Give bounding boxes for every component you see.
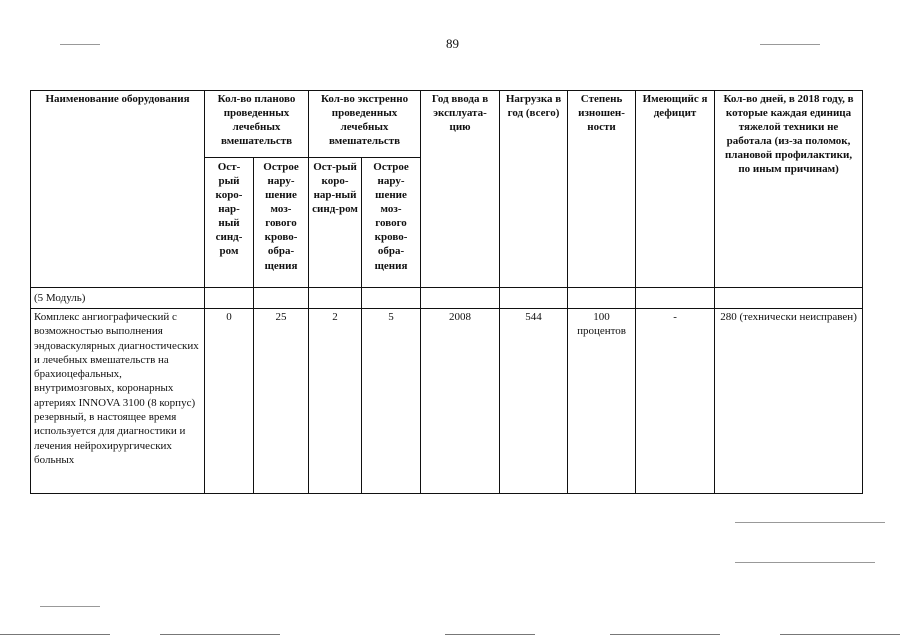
scan-artifact [760,44,820,45]
subheader-emergency-acs: Ост-рый коро-нар-ный синд-ром [309,158,362,288]
subheader-emergency-stroke: Острое нару-шение моз-гового крово-обра-щения [362,158,421,288]
equipment-description: Комплекс ангиографический с возможностью выполнения эндоваскулярных диагностических и лечебных вмешательств на брахиоцефальных, внутримозговых, коронарных артериях INNOVA 3100 (8 корпус) резервный, в настоящее время используется для диагностики и лечения нейрохирургических больных [31,309,205,494]
header-wear-degree: Степень изношен-ности [568,91,636,288]
module-row [31,288,863,309]
scan-artifact [735,522,885,523]
scan-artifact [610,634,720,635]
header-row-1 [31,91,863,158]
cell-deficit: - [636,309,715,494]
scan-artifact [780,634,900,635]
subheader-planned-stroke: Острое нару-шение моз-гового крово-обра-щения [254,158,309,288]
scan-artifact [735,562,875,563]
header-deficit: Имеющийс я дефицит [636,91,715,288]
scan-artifact [40,606,100,607]
header-annual-load: Нагрузка в год (всего) [500,91,568,288]
page-number: 89 [446,36,459,51]
cell-downtime-days: 280 (технически неисправен) [715,309,863,494]
header-downtime-days: Кол-во дней, в 2018 году, в которые каждая единица тяжелой техники не работала (из-за поломок, плановой профилактики, по иным причинам) [715,91,863,288]
module-label: (5 Модуль) [31,288,205,309]
cell-emergency-acs: 2 [309,309,362,494]
cell-wear: 100 процентов [568,309,636,494]
cell-planned-stroke: 25 [254,309,309,494]
header-equipment-name: Наименование оборудования [31,91,205,288]
subheader-planned-acs: Ост-рый коро-нар-ный синд-ром [205,158,254,288]
header-emergency-interventions: Кол-во экстренно проведенных лечебных вмешательств [309,91,421,158]
scan-artifact [60,44,100,45]
table-row [31,309,863,494]
header-planned-interventions: Кол-во планово проведенных лечебных вмешательств [205,91,309,158]
cell-load: 544 [500,309,568,494]
cell-emergency-stroke: 5 [362,309,421,494]
scan-artifact [445,634,535,635]
cell-year: 2008 [421,309,500,494]
header-commissioning-year: Год ввода в эксплуата-цию [421,91,500,288]
equipment-table [30,90,863,494]
cell-planned-acs: 0 [205,309,254,494]
scan-artifact [0,634,110,635]
scan-artifact [160,634,280,635]
